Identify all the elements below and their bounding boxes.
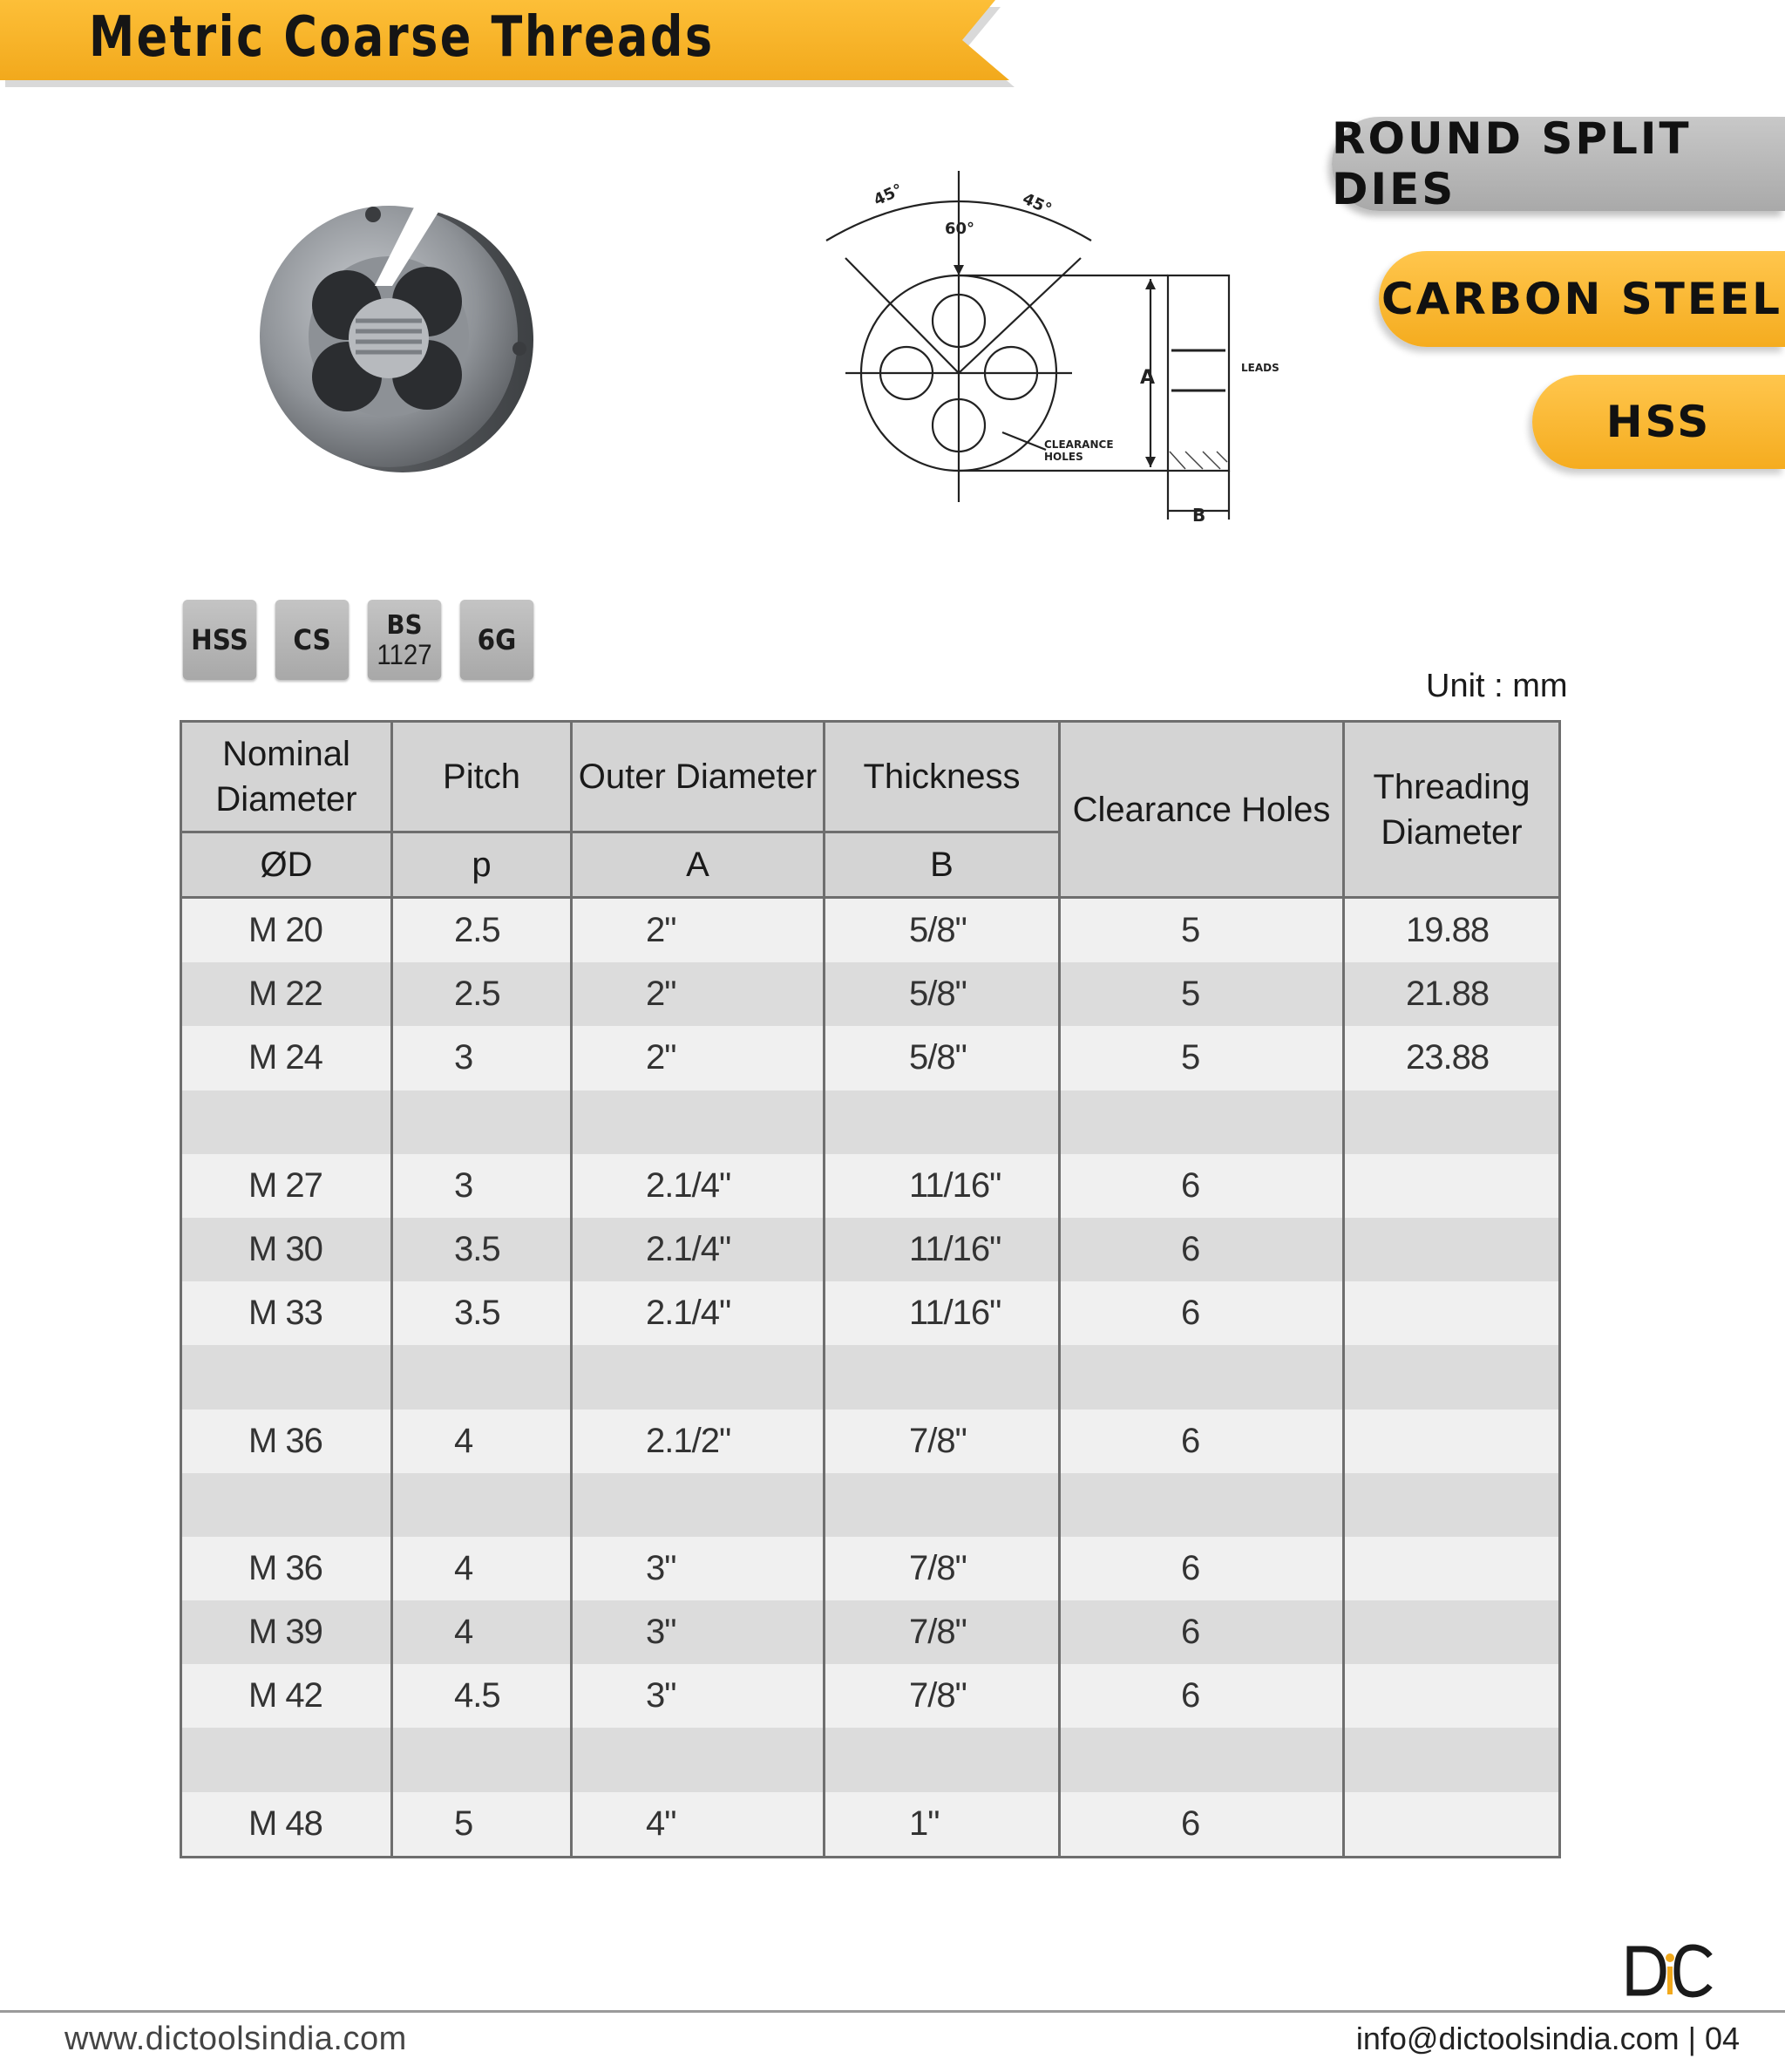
cell-threading — [1344, 1600, 1560, 1664]
header-thickness: Thickness — [825, 722, 1060, 832]
table-row — [181, 1026, 1560, 1090]
cell-pitch — [392, 1090, 572, 1154]
table-row — [181, 1345, 1560, 1409]
cell-nominal: M 33 — [181, 1281, 392, 1345]
cell-threading — [1344, 1090, 1560, 1154]
cell-outer: 2.1/4" — [572, 1281, 825, 1345]
cell-pitch: 3.5 — [392, 1281, 572, 1345]
cell-outer: 2" — [572, 898, 825, 963]
header-threading-diameter: Threading Diameter — [1344, 722, 1560, 898]
table-row — [181, 1281, 1560, 1345]
badge-label: CS — [293, 623, 331, 656]
cell-clearance — [1060, 1090, 1344, 1154]
table-row — [181, 898, 1560, 963]
cell-thickness — [825, 1473, 1060, 1537]
cell-threading — [1344, 1537, 1560, 1600]
cell-threading — [1344, 1154, 1560, 1218]
cell-thickness: 5/8" — [825, 962, 1060, 1026]
cell-thickness — [825, 1728, 1060, 1791]
cell-thickness — [825, 1345, 1060, 1409]
badge-hss — [183, 600, 257, 680]
table-row — [181, 1728, 1560, 1791]
dic-logo — [1625, 1942, 1715, 1998]
header-nominal-diameter: Nominal Diameter — [181, 722, 392, 832]
cell-clearance: 5 — [1060, 898, 1344, 963]
cell-pitch: 2.5 — [392, 962, 572, 1026]
badge-label: 6G — [477, 623, 517, 656]
header-outer-diameter: Outer Diameter — [572, 722, 825, 832]
cell-pitch: 3 — [392, 1154, 572, 1218]
spec-badges — [180, 600, 537, 680]
cell-nominal — [181, 1728, 392, 1791]
cell-threading: 19.88 — [1344, 898, 1560, 963]
header-clearance-holes: Clearance Holes — [1060, 722, 1344, 898]
table-row — [181, 1154, 1560, 1218]
badge-label: BS — [386, 610, 423, 641]
cell-thickness: 7/8" — [825, 1600, 1060, 1664]
footer-website-link[interactable]: www.dictoolsindia.com — [64, 2021, 407, 2057]
cell-clearance: 6 — [1060, 1600, 1344, 1664]
cell-nominal: M 22 — [181, 962, 392, 1026]
cell-pitch: 5 — [392, 1792, 572, 1858]
cell-pitch: 4 — [392, 1600, 572, 1664]
cell-nominal: M 36 — [181, 1410, 392, 1473]
cell-clearance — [1060, 1473, 1344, 1537]
table-row — [181, 1792, 1560, 1858]
cell-clearance: 5 — [1060, 1026, 1344, 1090]
cell-nominal: M 27 — [181, 1154, 392, 1218]
cell-nominal: M 48 — [181, 1792, 392, 1858]
cell-pitch: 4 — [392, 1537, 572, 1600]
cell-thickness: 7/8" — [825, 1410, 1060, 1473]
drawing-label-clearance: CLEARANCE — [1044, 438, 1114, 451]
unit-label: Unit : mm — [1426, 668, 1568, 704]
cell-pitch: 4.5 — [392, 1664, 572, 1728]
cell-pitch: 2.5 — [392, 898, 572, 963]
page-title: Metric Coarse Threads — [89, 5, 715, 70]
drawing-label-b: B — [1192, 505, 1206, 526]
table-row — [181, 1664, 1560, 1728]
cell-thickness: 5/8" — [825, 898, 1060, 963]
cell-outer: 2" — [572, 962, 825, 1026]
cell-outer — [572, 1728, 825, 1791]
cell-outer: 3" — [572, 1537, 825, 1600]
cell-clearance: 6 — [1060, 1664, 1344, 1728]
cell-threading — [1344, 1664, 1560, 1728]
cell-clearance: 6 — [1060, 1218, 1344, 1281]
cell-pitch — [392, 1473, 572, 1537]
cell-outer: 4" — [572, 1792, 825, 1858]
cell-thickness: 7/8" — [825, 1664, 1060, 1728]
drawing-angle-left: 45° — [871, 180, 906, 210]
cell-thickness: 11/16" — [825, 1218, 1060, 1281]
spec-table — [180, 720, 1561, 1858]
table-row — [181, 1473, 1560, 1537]
cell-pitch: 3.5 — [392, 1218, 572, 1281]
cell-nominal: M 30 — [181, 1218, 392, 1281]
table-row — [181, 1090, 1560, 1154]
drawing-label-holes: HOLES — [1044, 451, 1083, 463]
cell-nominal: M 42 — [181, 1664, 392, 1728]
cell-nominal — [181, 1473, 392, 1537]
cell-outer: 2" — [572, 1026, 825, 1090]
cell-nominal: M 39 — [181, 1600, 392, 1664]
cell-outer — [572, 1090, 825, 1154]
header-pitch: Pitch — [392, 722, 572, 832]
subheader-nominal-diameter: ØD — [181, 832, 392, 898]
table-row — [181, 1600, 1560, 1664]
cell-nominal: M 24 — [181, 1026, 392, 1090]
cell-threading — [1344, 1345, 1560, 1409]
cell-outer: 3" — [572, 1664, 825, 1728]
cell-outer: 2.1/2" — [572, 1410, 825, 1473]
cell-clearance: 6 — [1060, 1537, 1344, 1600]
subheader-thickness: B — [825, 832, 1060, 898]
cell-thickness: 7/8" — [825, 1537, 1060, 1600]
cell-outer: 2.1/4" — [572, 1154, 825, 1218]
cell-nominal — [181, 1345, 392, 1409]
footer-contact[interactable]: info@dictoolsindia.com | 04 — [1355, 2021, 1740, 2056]
tag-round-split-dies: ROUND SPLIT DIES — [1332, 117, 1785, 211]
badge-bs-1127 — [368, 600, 442, 680]
table-row — [181, 1410, 1560, 1473]
drawing-label-leads: LEADS — [1241, 362, 1279, 374]
die-technical-drawing — [819, 171, 1307, 537]
subheader-pitch: p — [392, 832, 572, 898]
table-row — [181, 1218, 1560, 1281]
cell-thickness: 11/16" — [825, 1281, 1060, 1345]
cell-thickness: 11/16" — [825, 1154, 1060, 1218]
cell-outer: 2.1/4" — [572, 1218, 825, 1281]
cell-pitch: 4 — [392, 1410, 572, 1473]
table-row — [181, 962, 1560, 1026]
footer-divider — [0, 2010, 1785, 2013]
cell-clearance: 6 — [1060, 1410, 1344, 1473]
cell-nominal — [181, 1090, 392, 1154]
cell-pitch — [392, 1345, 572, 1409]
round-die-photo — [244, 190, 540, 486]
cell-threading — [1344, 1410, 1560, 1473]
subheader-outer-diameter: A — [572, 832, 825, 898]
badge-label: HSS — [191, 623, 248, 656]
cell-pitch — [392, 1728, 572, 1791]
cell-clearance: 6 — [1060, 1281, 1344, 1345]
badge-sublabel: 1127 — [377, 639, 432, 670]
tag-carbon-steel: CARBON STEEL — [1379, 251, 1785, 347]
cell-threading — [1344, 1218, 1560, 1281]
cell-clearance: 6 — [1060, 1792, 1344, 1858]
cell-thickness: 1" — [825, 1792, 1060, 1858]
cell-threading: 21.88 — [1344, 962, 1560, 1026]
cell-threading — [1344, 1473, 1560, 1537]
cell-outer: 3" — [572, 1600, 825, 1664]
cell-outer — [572, 1473, 825, 1537]
badge-6g — [460, 600, 534, 680]
cell-threading — [1344, 1281, 1560, 1345]
cell-nominal: M 36 — [181, 1537, 392, 1600]
drawing-label-a: A — [1140, 367, 1156, 389]
title-banner — [0, 0, 1028, 89]
tag-hss: HSS — [1532, 375, 1785, 469]
table-row — [181, 1537, 1560, 1600]
cell-threading — [1344, 1728, 1560, 1791]
cell-threading — [1344, 1792, 1560, 1858]
cell-pitch: 3 — [392, 1026, 572, 1090]
drawing-angle-right: 45° — [1019, 189, 1055, 219]
badge-cs — [275, 600, 350, 680]
drawing-angle-center: 60° — [945, 220, 975, 238]
cell-clearance — [1060, 1345, 1344, 1409]
cell-clearance: 6 — [1060, 1154, 1344, 1218]
cell-thickness: 5/8" — [825, 1026, 1060, 1090]
cell-nominal: M 20 — [181, 898, 392, 963]
cell-clearance: 5 — [1060, 962, 1344, 1026]
cell-threading: 23.88 — [1344, 1026, 1560, 1090]
cell-clearance — [1060, 1728, 1344, 1791]
cell-thickness — [825, 1090, 1060, 1154]
cell-outer — [572, 1345, 825, 1409]
